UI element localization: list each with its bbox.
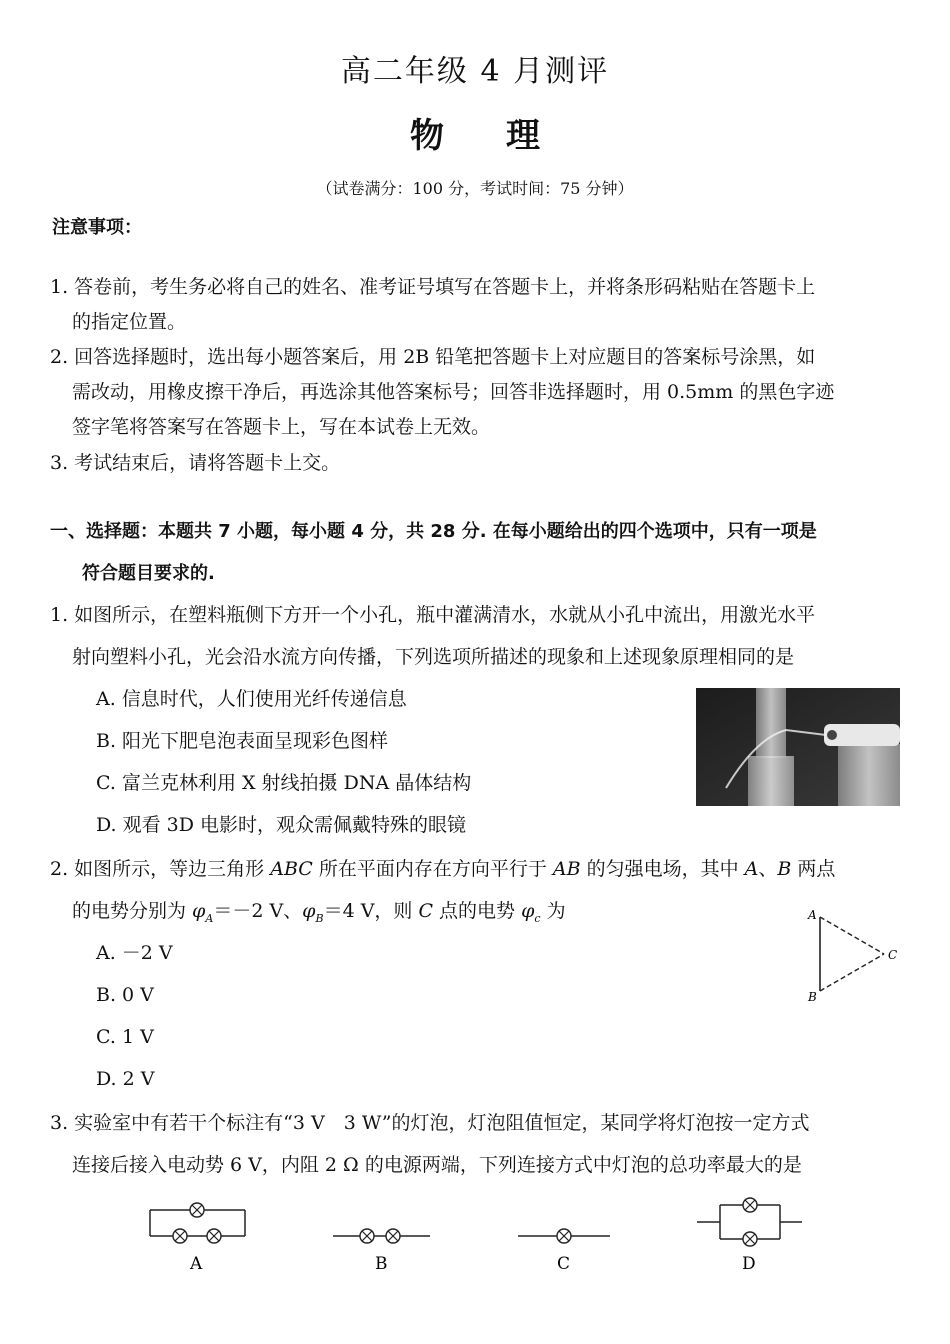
- exam-info: （试卷满分：100 分，考试时间：75 分钟）: [316, 179, 634, 198]
- q1-option-c: C. 富兰克林利用 X 射线拍摄 DNA 晶体结构: [96, 772, 472, 794]
- bulb-icon: [360, 1229, 374, 1243]
- water-laser-photo: [696, 688, 900, 806]
- q1-option-a: A. 信息时代，人们使用光纤传递信息: [96, 688, 407, 710]
- q2-text: 所在平面内存在方向平行于: [312, 858, 553, 880]
- q2-option-a: A. －2 V: [96, 942, 173, 964]
- q2-text: 为: [540, 900, 566, 922]
- phi-subscript-b: B: [315, 911, 324, 925]
- circuit-label-b: B: [375, 1254, 388, 1274]
- q2-option-c: C. 1 V: [96, 1026, 154, 1048]
- bulb-icon: [190, 1203, 204, 1217]
- q2-triangle-name: ABC: [270, 858, 313, 880]
- circuit-label-d: D: [742, 1254, 756, 1274]
- bulb-icon: [743, 1198, 757, 1212]
- q2-text: 2. 如图所示，等边三角形: [50, 858, 271, 880]
- notes-heading: 注意事项：: [52, 217, 142, 238]
- side-bc: [820, 954, 884, 991]
- section-1-heading-line-1: 一、选择题：本题共 7 小题，每小题 4 分，共 28 分. 在每小题给出的四个选项中，只有一项是: [50, 521, 817, 542]
- circuit-label-c: C: [557, 1254, 571, 1274]
- bulb-icon: [173, 1229, 187, 1243]
- q2-text: ＝4 V，则: [323, 900, 419, 922]
- vertex-label-a: A: [808, 908, 817, 922]
- q2-option-d: D. 2 V: [96, 1068, 155, 1090]
- section-1-heading-line-2: 符合题目要求的.: [82, 563, 215, 584]
- bulb-icon: [557, 1229, 571, 1243]
- q2-text: 两点: [791, 858, 836, 880]
- vertex-label-b: B: [808, 990, 817, 1004]
- q2-text: 的匀强电场，其中: [580, 858, 745, 880]
- q2-text: ＝－2 V、: [213, 900, 303, 922]
- q2-text: 、: [758, 858, 778, 880]
- q1-option-d: D. 观看 3D 电影时，观众需佩戴特殊的眼镜: [96, 814, 467, 836]
- q2-point-a: A: [744, 858, 759, 880]
- phi-symbol: φ: [192, 900, 206, 922]
- circuit-a: [150, 1203, 245, 1274]
- q2-stem-line-2: [72, 894, 566, 936]
- note-item-2-line-3: 签字笔将答案写在答题卡上，写在本试卷上无效。: [72, 416, 491, 438]
- circuit-d: [697, 1198, 802, 1274]
- q2-text: 的电势分别为: [72, 900, 193, 922]
- bulb-icon: [386, 1229, 400, 1243]
- q3-circuit-diagrams: [140, 1195, 820, 1275]
- q2-point-b: B: [777, 858, 792, 880]
- phi-subscript-c: c: [534, 911, 541, 925]
- q2-segment-name: AB: [552, 858, 581, 880]
- q2-point-c: C: [418, 900, 434, 922]
- note-item-3: 3. 考试结束后，请将答题卡上交。: [50, 452, 341, 474]
- note-item-2-line-2: 需改动，用橡皮擦干净后，再选涂其他答案标号；回答非选择题时，用 0.5mm 的黑色字迹: [72, 381, 835, 403]
- note-item-1-line-2: 的指定位置。: [72, 311, 187, 333]
- equilateral-triangle-diagram: [800, 905, 910, 1005]
- q2-stem-line-1: [50, 852, 835, 887]
- phi-subscript-a: A: [205, 911, 214, 925]
- phi-symbol: φ: [521, 900, 535, 922]
- vertex-label-c: C: [888, 948, 898, 962]
- q3-stem-line-2: 连接后接入电动势 6 V，内阻 2 Ω 的电源两端，下列连接方式中灯泡的总功率最大的是: [72, 1154, 802, 1176]
- note-item-2-line-1: 2. 回答选择题时，选出每小题答案后，用 2B 铅笔把答题卡上对应题目的答案标号涂黑，如: [50, 346, 816, 368]
- q1-stem-line-2: 射向塑料小孔，光会沿水流方向传播，下列选项所描述的现象和上述现象原理相同的是: [72, 646, 795, 668]
- q3-stem-line-1: 3. 实验室中有若干个标注有“3 V 3 W”的灯泡，灯泡阻值恒定，某同学将灯泡按一定方式: [50, 1112, 810, 1134]
- q1-stem-line-1: 1. 如图所示，在塑料瓶侧下方开一个小孔，瓶中灌满清水，水就从小孔中流出，用激光水平: [50, 604, 816, 626]
- side-ac: [820, 917, 884, 954]
- bulb-icon: [207, 1229, 221, 1243]
- q1-option-b: B. 阳光下肥皂泡表面呈现彩色图样: [96, 730, 389, 752]
- q2-option-b: B. 0 V: [96, 984, 154, 1006]
- circuit-c: [518, 1229, 610, 1274]
- bulb-icon: [743, 1232, 757, 1246]
- phi-symbol: φ: [302, 900, 316, 922]
- circuit-b: [333, 1229, 430, 1274]
- note-item-1-line-1: 1. 答卷前，考生务必将自己的姓名、准考证号填写在答题卡上，并将条形码粘贴在答题卡上: [50, 276, 816, 298]
- exam-title: 高二年级 4 月测评: [340, 54, 610, 89]
- q2-text: 点的电势: [433, 900, 522, 922]
- circuit-label-a: A: [190, 1254, 203, 1274]
- subject-title: 物理: [410, 116, 602, 156]
